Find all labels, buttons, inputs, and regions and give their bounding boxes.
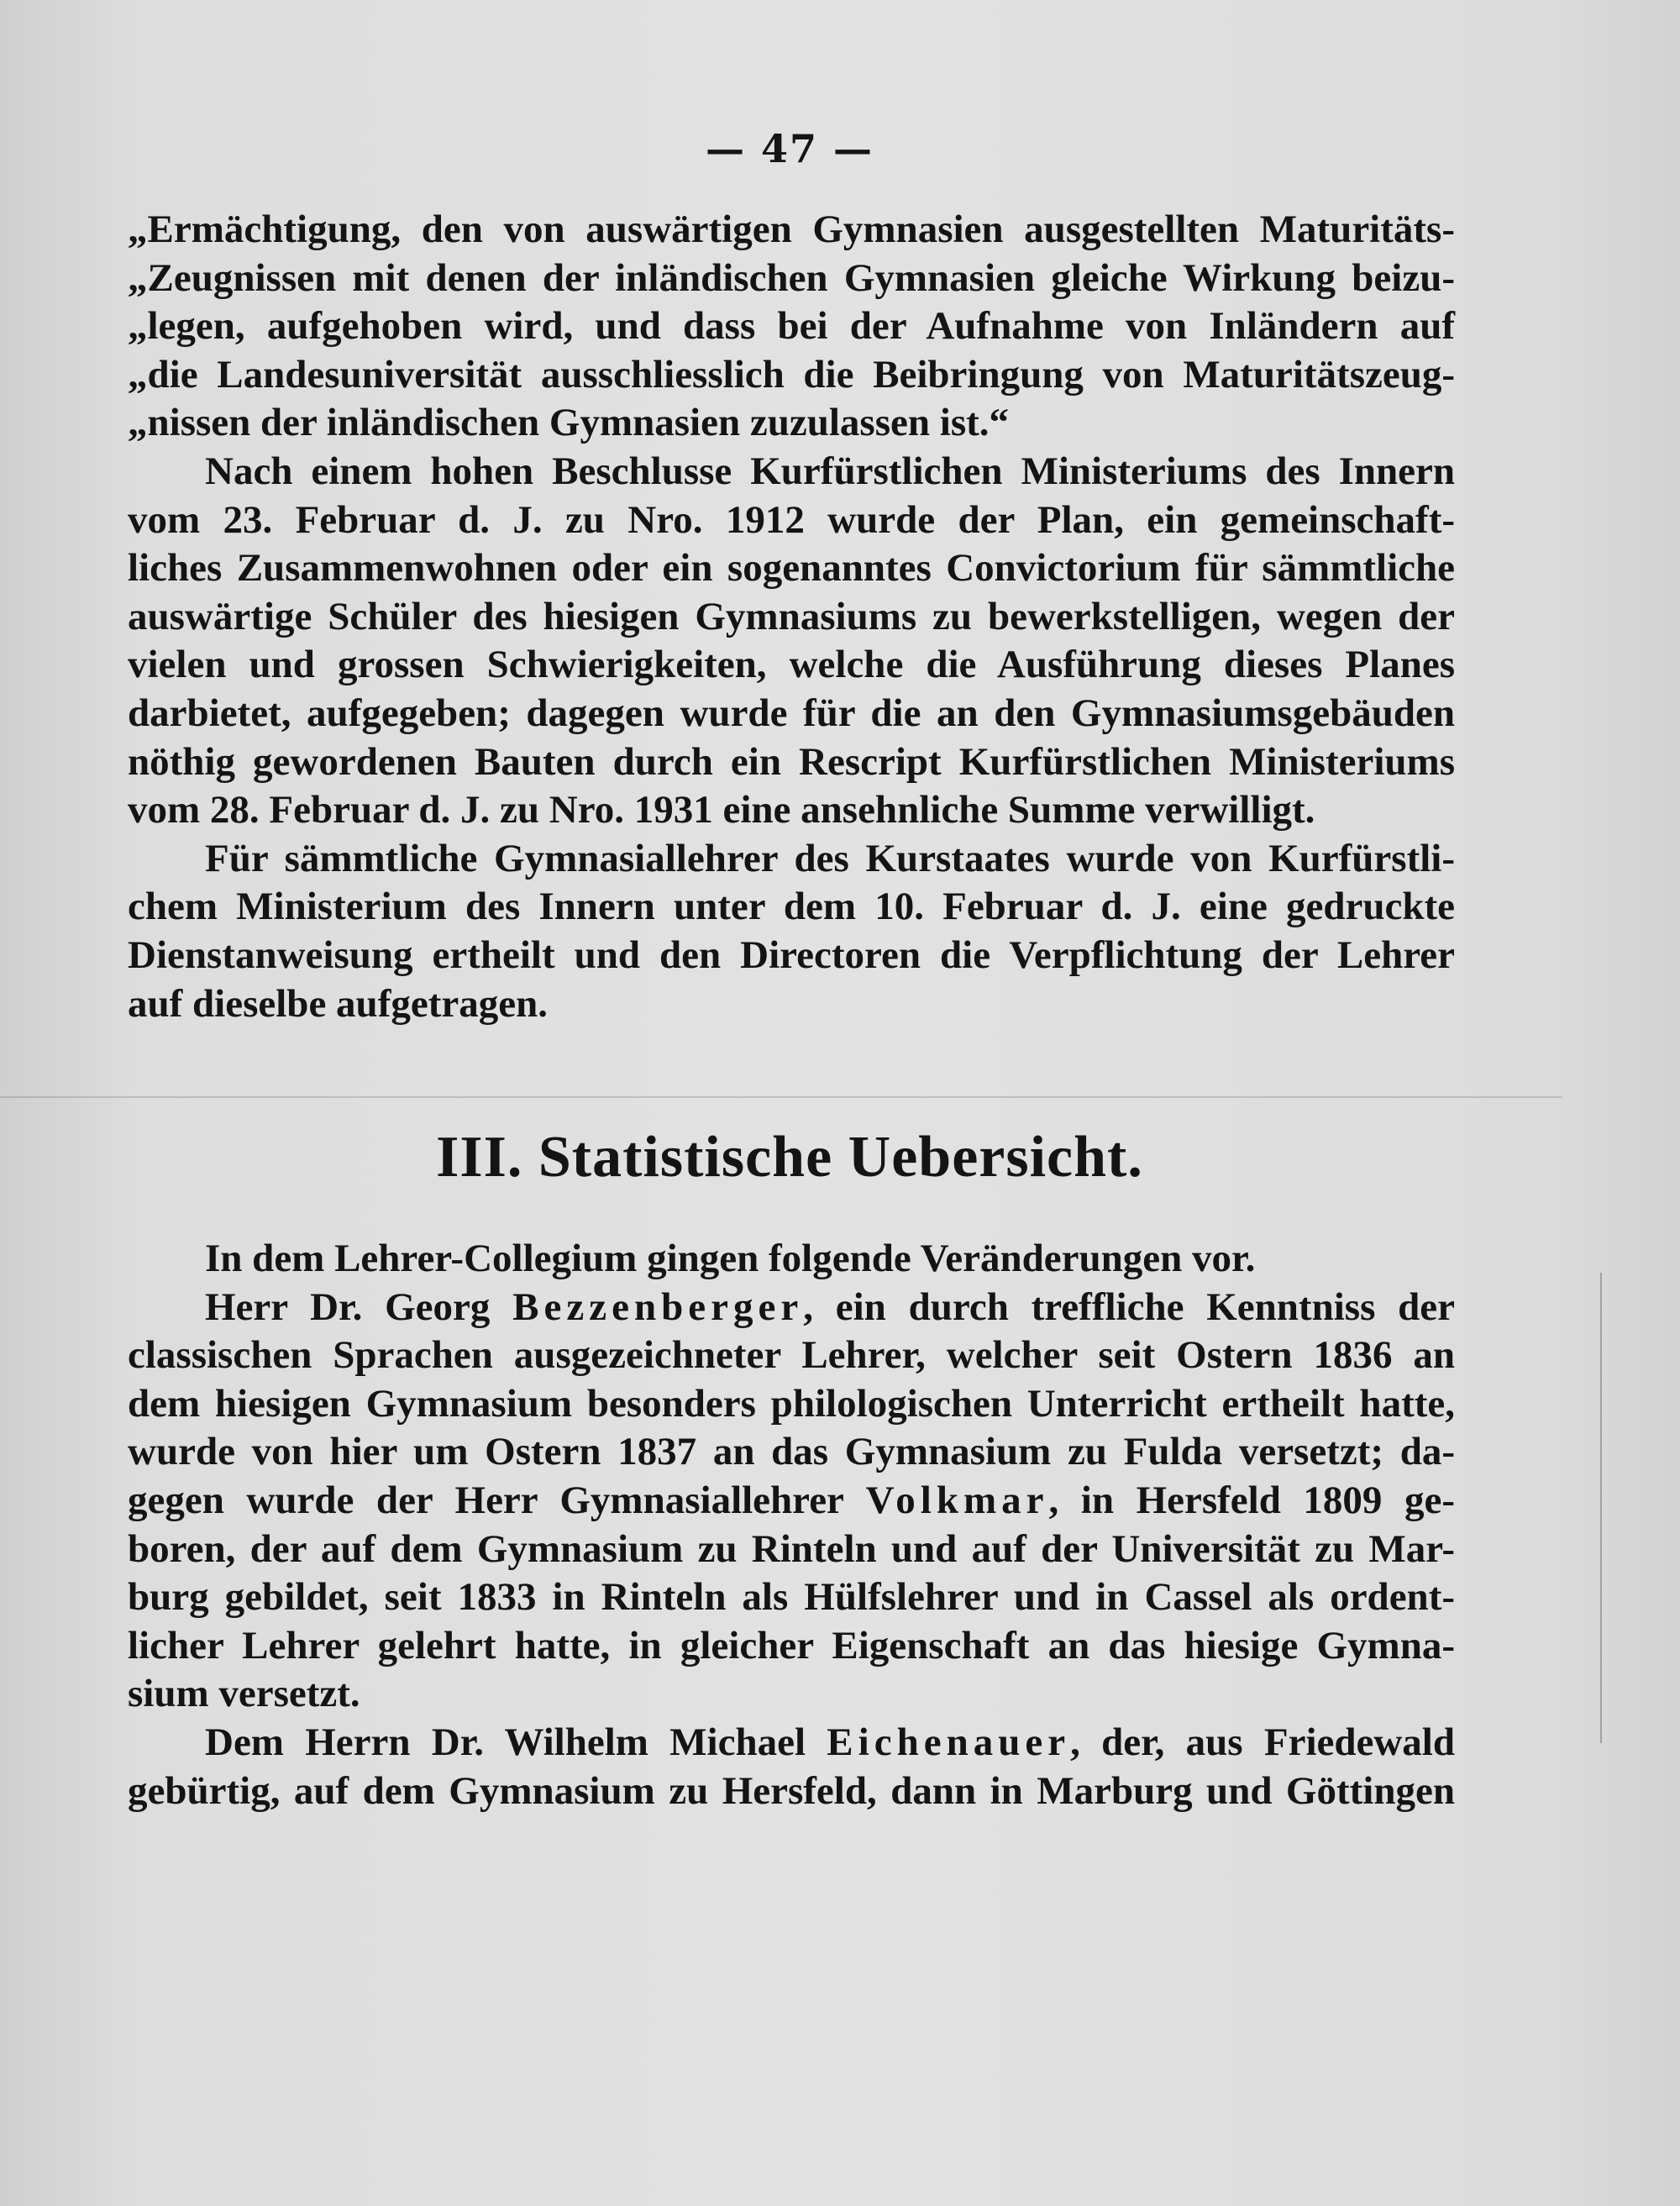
- text-line: classischen Sprachen ausgezeichneter Lehrer, welcher seit Ostern 1836 an: [128, 1333, 1455, 1378]
- text-line: vielen und grossen Schwierigkeiten, welche die Ausführung dieses Planes: [128, 643, 1455, 687]
- text-line: In dem Lehrer-Collegium gingen folgende Veränderungen vor.: [205, 1237, 1256, 1280]
- text-line: boren, der auf dem Gymnasium zu Rinteln und auf der Universität zu Mar-: [128, 1526, 1455, 1571]
- text-line: „Ermächtigung, den von auswärtigen Gymnasien ausgestellten Maturitäts-: [128, 207, 1455, 251]
- text-line: dem hiesigen Gymnasium besonders philologischen Unterricht ertheilt hatte,: [128, 1381, 1455, 1426]
- text-line: licher Lehrer gelehrt hatte, in gleicher Eigenschaft an das hiesige Gymna-: [128, 1623, 1455, 1668]
- text-line: Für sämmtliche Gymnasiallehrer des Kurstaates wurde von Kurfürstli-: [205, 836, 1455, 880]
- text-line: liches Zusammenwohnen oder ein sogenanntes Convictorium für sämmtliche: [128, 546, 1455, 591]
- text-line: auf dieselbe aufgetragen.: [128, 981, 548, 1026]
- text-line: [128, 1284, 1455, 1332]
- page-edge-mark: [1600, 1273, 1602, 1743]
- text-fragment: Dem Herrn Dr. Wilhelm Michael: [205, 1720, 827, 1764]
- text-line: [128, 1477, 1455, 1526]
- text-line: darbietet, aufgegeben; dagegen wurde für die an den Gymnasiumsgebäuden: [128, 691, 1455, 735]
- text-fragment: , ein durch treffliche Kenntniss der: [803, 1284, 1456, 1329]
- text-line: vom 28. Februar d. J. zu Nro. 1931 eine ansehnliche Summe verwilligt.: [128, 788, 1315, 833]
- text-block-top: [128, 206, 1455, 1028]
- section-heading: III. Statistische Uebersicht.: [436, 1125, 1143, 1190]
- page-number: — 47 —: [705, 126, 874, 171]
- text-line: Dienstanweisung ertheilt und den Directoren die Verpflichtung der Lehrer: [128, 932, 1455, 977]
- spaced-name: Bezzenberger: [512, 1284, 804, 1329]
- text-fragment: Herr Dr. Georg: [205, 1284, 513, 1329]
- text-line: vom 23. Februar d. J. zu Nro. 1912 wurde der Plan, ein gemeinschaft-: [128, 497, 1455, 542]
- text-line: burg gebildet, seit 1833 in Rinteln als Hülfslehrer und in Cassel als ordent-: [128, 1575, 1455, 1620]
- text-fragment: , der, aus Friedewald: [1070, 1720, 1455, 1764]
- spaced-name: Volkmar: [865, 1478, 1049, 1522]
- text-line: Nach einem hohen Beschlusse Kurfürstlichen Ministeriums des Innern: [205, 449, 1455, 493]
- text-line: gebürtig, auf dem Gymnasium zu Hersfeld, dann in Marburg und Göttingen: [128, 1768, 1455, 1813]
- spaced-name: Eichenauer: [827, 1720, 1071, 1764]
- text-line: „legen, aufgehoben wird, und dass bei der Aufnahme von Inländern auf: [128, 304, 1455, 349]
- text-fragment: , in Hersfeld 1809 ge-: [1048, 1478, 1455, 1522]
- text-line: wurde von hier um Ostern 1837 an das Gymnasium zu Fulda versetzt; da-: [128, 1430, 1455, 1474]
- text-line: nöthig gewordenen Bauten durch ein Rescript Kurfürstlichen Ministeriums: [128, 739, 1455, 784]
- text-block-bottom: [128, 1235, 1455, 1815]
- text-fragment: gegen wurde der Herr Gymnasiallehrer: [128, 1478, 866, 1522]
- text-line: „Zeugnissen mit denen der inländischen Gymnasien gleiche Wirkung beizu-: [128, 255, 1455, 300]
- text-line: „die Landesuniversität ausschliesslich die Beibringung von Maturitätszeug-: [128, 352, 1455, 397]
- text-line: sium versetzt.: [128, 1672, 360, 1716]
- text-line: „nissen der inländischen Gymnasien zuzulassen ist.“: [128, 401, 1010, 445]
- text-line: [128, 1719, 1455, 1767]
- text-line: chem Ministerium des Innern unter dem 10. Februar d. J. eine gedruckte: [128, 885, 1455, 929]
- page-fold-line: [0, 1096, 1562, 1098]
- text-line: auswärtige Schüler des hiesigen Gymnasiums zu bewerkstelligen, wegen der: [128, 594, 1455, 638]
